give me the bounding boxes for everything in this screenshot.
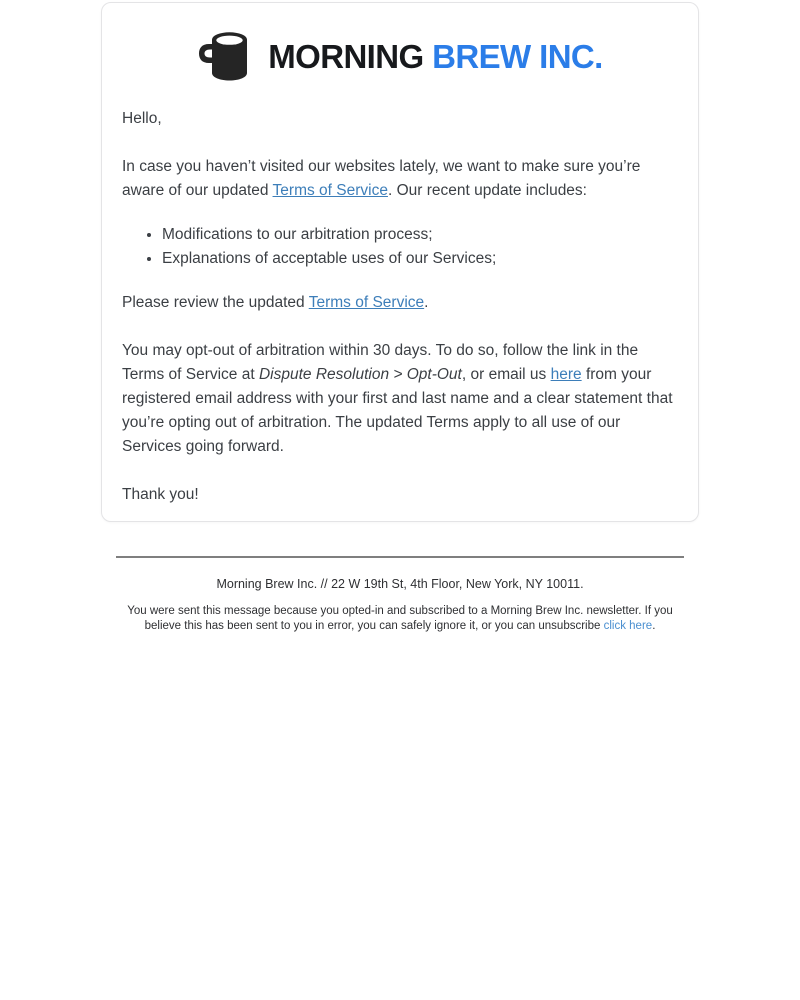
footer-legal-text [116, 604, 684, 633]
review-text-before: Please review the updated [122, 294, 309, 311]
terms-of-service-link-1[interactable]: Terms of Service [272, 182, 388, 199]
intro-text-after: . Our recent update includes: [387, 182, 587, 199]
intro-text-before: In case you haven’t visited our websites lately, we want to make sure you’re aware of our updated [122, 158, 641, 199]
intro-paragraph [122, 155, 682, 203]
coffee-mug-icon [199, 30, 255, 82]
list-item: • Modifications to our arbitration process; [162, 223, 682, 247]
brand-logo[interactable] [102, 25, 700, 87]
email-us-here-link[interactable]: here [550, 366, 582, 383]
footer-address: Morning Brew Inc. // 22 W 19th St, 4th Floor, New York, NY 10011. [216, 577, 584, 591]
optout-text-part1: You may opt-out of arbitration within 30 days. To do so, follow the link in the Terms of Service at [122, 342, 639, 383]
logo-text [268, 37, 603, 75]
list-item: • Explanations of acceptable uses of our Services; [162, 247, 682, 271]
greeting-text: Hello, [122, 110, 162, 127]
optout-paragraph [122, 339, 682, 459]
closing-paragraph [122, 483, 682, 507]
terms-of-service-link-2[interactable]: Terms of Service [308, 294, 425, 311]
optout-text-part3: from your registered email address with your first and last name and a clear statement that you’re opting out of arbitration. The updated Terms apply to all use of our Services going forward. [122, 366, 673, 455]
review-text-after: . [424, 294, 429, 311]
email-card [101, 2, 699, 522]
logo-word-morning: MORNING [268, 37, 424, 75]
email-footer [116, 556, 684, 633]
optout-text-part2: , or email us [461, 366, 551, 383]
logo-word-brew-inc: BREW INC. [432, 37, 603, 75]
closing-text: Thank you! [122, 486, 199, 503]
footer-legal-before: You were sent this message because you opted-in and subscribed to a Morning Brew Inc. newsletter. If you believe this has been sent to you in error, you can safely ignore it, or you can unsubscribe [127, 605, 673, 632]
unsubscribe-link[interactable]: click here [603, 619, 653, 632]
review-paragraph [122, 291, 682, 315]
email-body [122, 107, 682, 531]
update-list [122, 223, 682, 271]
footer-divider [116, 556, 684, 558]
optout-section-reference: Dispute Resolution > Opt-Out [258, 366, 462, 383]
greeting-paragraph [122, 107, 682, 131]
footer-legal-after: . [652, 619, 656, 632]
